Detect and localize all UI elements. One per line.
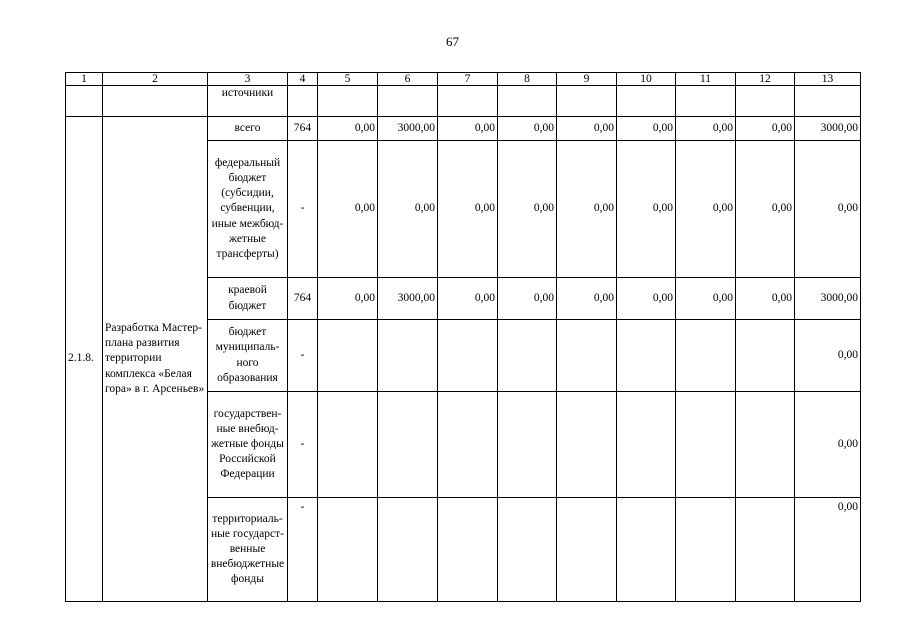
value-cell: [676, 498, 736, 602]
value-cell: 0,00: [617, 278, 676, 320]
value-cell: 3000,00: [795, 278, 861, 320]
value-cell: 0,00: [676, 117, 736, 141]
column-number: 2: [103, 73, 208, 86]
funding-source: государствен-ные внебюд-жетные фонды Российской Федерации: [208, 392, 288, 498]
value-cell: 0,00: [318, 117, 378, 141]
value-cell: [676, 320, 736, 392]
item-name: Разработка Мастер-плана развития территории комплекса «Белая гора» в г. Арсеньев»: [103, 117, 208, 602]
column-number: 11: [676, 73, 736, 86]
funding-source: краевой бюджет: [208, 278, 288, 320]
budget-table: [65, 72, 861, 602]
value-cell: [378, 498, 438, 602]
budget-code: -: [288, 320, 318, 392]
value-cell: [736, 320, 795, 392]
column-number: 9: [557, 73, 617, 86]
value-cell: [498, 392, 557, 498]
item-number: 2.1.8.: [66, 117, 103, 602]
value-cell: 0,00: [617, 117, 676, 141]
value-cell: 0,00: [498, 117, 557, 141]
value-cell: 0,00: [438, 278, 498, 320]
value-cell: 0,00: [498, 278, 557, 320]
source-label: источники: [208, 86, 288, 117]
value-cell: [617, 392, 676, 498]
value-cell: [318, 392, 378, 498]
value-cell: 3000,00: [378, 278, 438, 320]
funding-source: территориаль-ные государст-венные внебюджетные фонды: [208, 498, 288, 602]
value-cell: 0,00: [438, 141, 498, 278]
column-number: 3: [208, 73, 288, 86]
budget-code: -: [288, 392, 318, 498]
value-cell: 3000,00: [795, 117, 861, 141]
value-cell: [736, 498, 795, 602]
budget-code: 764: [288, 117, 318, 141]
column-number: 13: [795, 73, 861, 86]
column-number: 4: [288, 73, 318, 86]
value-cell: [318, 320, 378, 392]
value-cell: [438, 320, 498, 392]
value-cell: 0,00: [795, 498, 861, 602]
value-cell: 0,00: [795, 392, 861, 498]
value-cell: [557, 392, 617, 498]
value-cell: 0,00: [378, 141, 438, 278]
value-cell: 3000,00: [378, 117, 438, 141]
value-cell: 0,00: [676, 141, 736, 278]
budget-code: -: [288, 498, 318, 602]
value-cell: 0,00: [795, 141, 861, 278]
value-cell: [438, 498, 498, 602]
column-number: 1: [66, 73, 103, 86]
value-cell: [617, 320, 676, 392]
column-number: 8: [498, 73, 557, 86]
value-cell: [676, 392, 736, 498]
continuation-row: [66, 86, 861, 117]
column-number-row: [66, 73, 861, 86]
value-cell: [498, 498, 557, 602]
column-number: 10: [617, 73, 676, 86]
value-cell: [438, 392, 498, 498]
value-cell: [557, 320, 617, 392]
column-number: 7: [438, 73, 498, 86]
page-number: 67: [446, 34, 459, 49]
value-cell: 0,00: [318, 278, 378, 320]
value-cell: 0,00: [736, 117, 795, 141]
column-number: 5: [318, 73, 378, 86]
budget-code: 764: [288, 278, 318, 320]
funding-source: бюджет муниципаль-ного образования: [208, 320, 288, 392]
funding-source: федеральный бюджет (субсидии, субвенции, иные межбюд-жетные трансферты): [208, 141, 288, 278]
value-cell: 0,00: [557, 141, 617, 278]
value-cell: [617, 498, 676, 602]
value-cell: [557, 498, 617, 602]
value-cell: 0,00: [557, 117, 617, 141]
column-number: 12: [736, 73, 795, 86]
value-cell: 0,00: [438, 117, 498, 141]
value-cell: [378, 320, 438, 392]
value-cell: [378, 392, 438, 498]
value-cell: 0,00: [498, 141, 557, 278]
value-cell: 0,00: [557, 278, 617, 320]
value-cell: 0,00: [617, 141, 676, 278]
value-cell: [498, 320, 557, 392]
value-cell: [736, 392, 795, 498]
column-number: 6: [378, 73, 438, 86]
value-cell: 0,00: [676, 278, 736, 320]
budget-code: -: [288, 141, 318, 278]
value-cell: 0,00: [736, 141, 795, 278]
table-row: [66, 117, 861, 141]
funding-source: всего: [208, 117, 288, 141]
value-cell: [318, 498, 378, 602]
value-cell: 0,00: [795, 320, 861, 392]
value-cell: 0,00: [318, 141, 378, 278]
value-cell: 0,00: [736, 278, 795, 320]
